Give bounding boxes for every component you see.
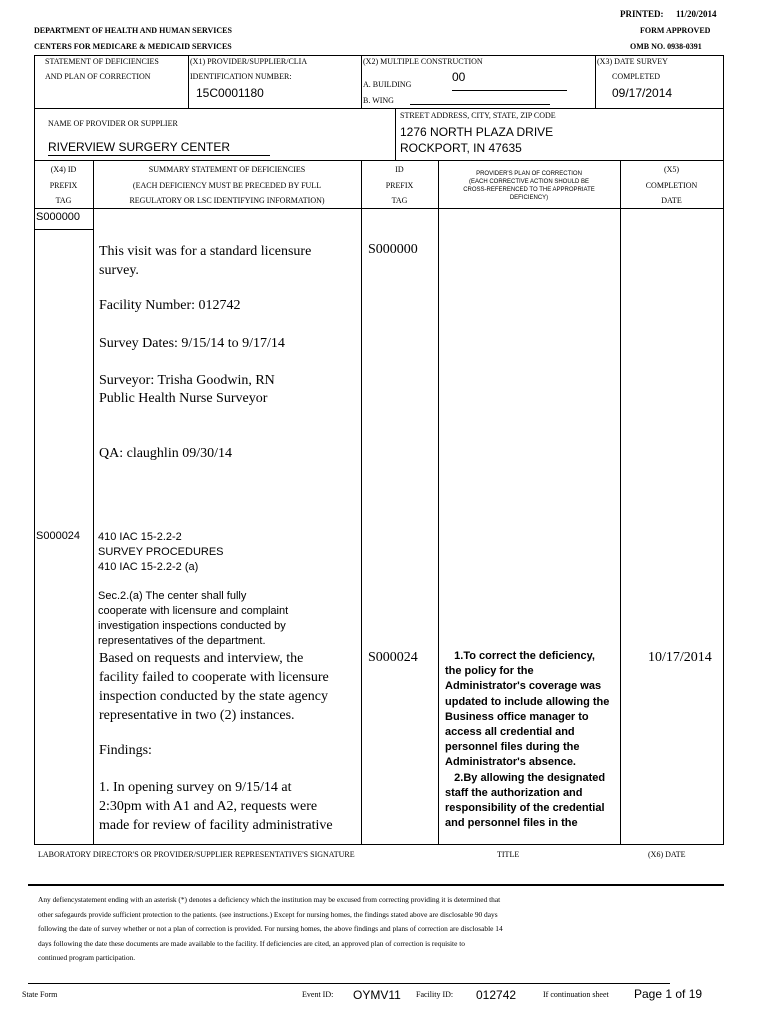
id-header-1: ID: [395, 165, 404, 174]
plan-line: 1.To correct the deficiency,: [445, 650, 595, 662]
building-label: A. BUILDING: [363, 80, 412, 89]
plan-line: staff the authorization and: [445, 786, 583, 799]
disclaimer: [38, 893, 503, 966]
based-line-2: facility failed to cooperate with licensure: [99, 670, 329, 685]
state-form-label: State Form: [22, 990, 58, 999]
survey-date: 09/17/2014: [612, 86, 673, 100]
plan-line: Administrator's absence.: [445, 756, 576, 769]
x2-label: (X2) MULTIPLE CONSTRUCTION: [363, 57, 483, 66]
disclaimer-line: following the date of survey whether or not a plan of correction is provided. For nursing homes, the above findings and plans of correction are disclosable 14: [38, 924, 503, 933]
based-line-1: Based on requests and interview, the: [99, 651, 304, 666]
disclaimer-line: continued program participation.: [38, 953, 136, 962]
x4-header-2: PREFIX: [49, 181, 78, 190]
summary-header-3: REGULATORY OR LSC IDENTIFYING INFORMATION): [129, 196, 325, 205]
intro-line-1: This visit was for a standard licensure: [99, 244, 312, 259]
summary-header-2: (EACH DEFICIENCY MUST BE PRECEDED BY FULL: [132, 181, 322, 190]
plan-line: Business office manager to: [445, 710, 589, 723]
findings-label: Findings:: [99, 743, 152, 758]
provider-id: 15C0001180: [196, 86, 264, 100]
section-line-1: Sec.2.(a) The center shall fully: [98, 590, 247, 602]
address-line-2: ROCKPORT, IN 47635: [400, 141, 522, 155]
finding-1-line-2: 2:30pm with A1 and A2, requests were: [99, 799, 318, 814]
plan-line: Administrator's coverage was: [445, 680, 602, 693]
address-line-1: 1276 NORTH PLAZA DRIVE: [400, 125, 554, 139]
regulation-line-1: 410 IAC 15-2.2-2: [98, 531, 182, 543]
title-label: TITLE: [497, 850, 520, 859]
provider-name: RIVERVIEW SURGERY CENTER: [48, 140, 231, 154]
surveyor-line-1: Surveyor: Trisha Goodwin, RN: [99, 373, 275, 388]
plan-line: responsibility of the credential: [445, 802, 605, 815]
disclaimer-line: other safegaurds provide sufficient protection to the patients. (see instructions.) Except for nursing homes, the findings stated above are disclosable 90 days: [38, 909, 498, 919]
disclaimer-line: days following the date these documents are made available to the facility. If deficiencies are cited, an approved plan of correction is requisite to: [38, 938, 465, 948]
summary-header-1: SUMMARY STATEMENT OF DEFICIENCIES: [148, 165, 306, 174]
regulation-line-3: 410 IAC 15-2.2-2 (a): [98, 561, 199, 573]
printed-label: PRINTED:: [620, 9, 664, 19]
section-line-2: cooperate with licensure and complaint: [98, 605, 289, 617]
surveyor-line-2: Public Health Nurse Surveyor: [99, 391, 268, 406]
x6-date-label: (X6) DATE: [648, 850, 686, 859]
omb-number: OMB NO. 0938-0391: [630, 42, 702, 51]
survey-dates: Survey Dates: 9/15/14 to 9/17/14: [99, 336, 285, 351]
plan-header-4: DEFICIENCY): [509, 195, 549, 201]
facility-id-value: 012742: [476, 988, 517, 1002]
signature-label: LABORATORY DIRECTOR'S OR PROVIDER/SUPPLIER REPRESENTATIVE'S SIGNATURE: [38, 850, 355, 859]
plan-line: 2.By allowing the designated: [445, 771, 606, 784]
plan-header-3: CROSS-REFERENCED TO THE APPROPRIATE: [463, 187, 595, 193]
provider-name-label: NAME OF PROVIDER OR SUPPLIER: [48, 119, 178, 128]
tag-s000024: S000024: [36, 530, 81, 542]
page-number: Page 1 of 19: [634, 987, 703, 1001]
x3-label: (X3) DATE SURVEY: [597, 57, 668, 66]
event-id-label: Event ID:: [302, 990, 334, 999]
facility-number: Facility Number: 012742: [99, 298, 241, 313]
plan-line: updated to include allowing the: [445, 695, 610, 708]
qa-line: QA: claughlin 09/30/14: [99, 446, 232, 461]
finding-1-line-1: 1. In opening survey on 9/15/14 at: [99, 780, 292, 795]
plan-header-1: PROVIDER'S PLAN OF CORRECTION: [476, 171, 582, 177]
plan-line: personnel files during the: [445, 741, 580, 754]
finding-1-line-3: made for review of facility administrative: [99, 818, 333, 833]
plan-of-correction: [445, 649, 609, 831]
wing-label: B. WING: [363, 96, 394, 105]
continuation-label: If continuation sheet: [543, 990, 609, 999]
plan-label: AND PLAN OF CORRECTION: [45, 72, 151, 81]
regulation-line-2: SURVEY PROCEDURES: [98, 546, 224, 558]
address-label: STREET ADDRESS, CITY, STATE, ZIP CODE: [400, 111, 556, 120]
x1-label-2: IDENTIFICATION NUMBER:: [190, 72, 292, 81]
intro-line-2: survey.: [99, 263, 139, 278]
id-header-2: PREFIX: [385, 181, 414, 190]
statement-label: STATEMENT OF DEFICIENCIES: [45, 57, 159, 66]
x3-label-2: COMPLETED: [612, 72, 660, 81]
x5-header-2: COMPLETION: [645, 181, 698, 190]
x4-header-1: (X4) ID: [50, 165, 77, 174]
x5-header-1: (X5): [663, 165, 680, 174]
event-id-value: OYMV11: [353, 988, 401, 1002]
plan-line: and personnel files in the: [445, 817, 578, 830]
based-line-4: representative in two (2) instances.: [99, 708, 295, 723]
disclaimer-line: Any defiencystatement ending with an asterisk (*) denotes a deficiency which the institution may be excused from correcting providing it is determined that: [38, 895, 501, 904]
centers-name: CENTERS FOR MEDICARE & MEDICAID SERVICES: [34, 42, 232, 51]
facility-id-label: Facility ID:: [416, 990, 454, 999]
plan-line: the policy for the: [445, 665, 534, 678]
x5-header-3: DATE: [661, 196, 682, 205]
building-value: 00: [452, 70, 466, 84]
completion-date: 10/17/2014: [648, 650, 712, 665]
tag-s000000: S000000: [36, 211, 81, 223]
plan-line: access all credential and: [445, 726, 575, 739]
plan-header-2: (EACH CORRECTIVE ACTION SHOULD BE: [468, 179, 590, 185]
printed-date: 11/20/2014: [676, 9, 717, 19]
id-header-3: TAG: [391, 196, 408, 205]
department-name: DEPARTMENT OF HEALTH AND HUMAN SERVICES: [34, 26, 232, 35]
based-line-3: inspection conducted by the state agency: [99, 689, 328, 704]
tag-s000000-right: S000000: [368, 242, 418, 257]
x1-label: (X1) PROVIDER/SUPPLIER/CLIA: [190, 57, 308, 66]
form-approved: FORM APPROVED: [640, 26, 711, 35]
section-line-3: investigation inspections conducted by: [98, 620, 286, 632]
x4-header-3: TAG: [55, 196, 72, 205]
tag-s000024-right: S000024: [368, 650, 418, 665]
section-line-4: representatives of the department.: [98, 635, 266, 647]
